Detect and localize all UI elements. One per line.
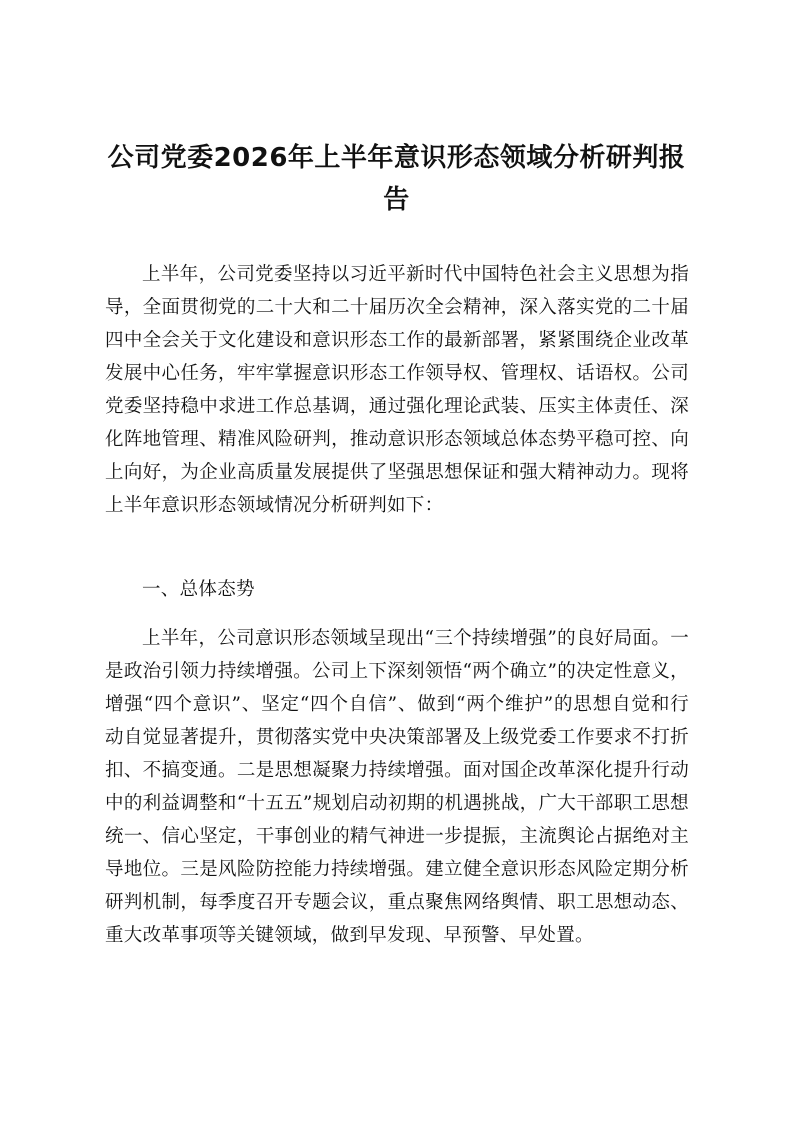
document-title: 公司党委2026年上半年意识形态领域分析研判报告 (107, 143, 686, 215)
section-heading-overall-situation: 一、总体态势 (142, 579, 255, 600)
overall-situation-paragraph: 上半年，公司意识形态领域呈现出“三个持续增强”的良好局面。一是政治引领力持续增强。公司上下深刻领悟“两个确立”的决定性意义，增强“四个意识”、坚定“四个自信”、做到“两个维护”的思想自觉和行动自觉显著提升，贯彻落实党中央决策部署及上级党委工作要求不打折扣、不搞变通。二是思想凝聚力持续增强。面对国企改革深化提升行动中的利益调整和“十五五”规划启动初期的机遇挑战，广大干部职工思想统一、信心坚定，干事创业的精气神进一步提振，主流舆论占据绝对主导地位。三是风险防控能力持续增强。建立健全意识形态风险定期分析研判机制，每季度召开专题会议，重点聚焦网络舆情、职工思想动态、重大改革事项等关键领域，做到早发现、早预警、早处置。 (105, 628, 689, 946)
intro-paragraph: 上半年，公司党委坚持以习近平新时代中国特色社会主义思想为指导，全面贯彻党的二十大和二十届历次全会精神，深入落实党的二十届四中全会关于文化建设和意识形态工作的最新部署，紧紧围绕企业改革发展中心任务，牢牢掌握意识形态工作领导权、管理权、话语权。公司党委坚持稳中求进工作总基调，通过强化理论武装、压实主体责任、深化阵地管理、精准风险研判，推动意识形态领域总体态势平稳可控、向上向好，为企业高质量发展提供了坚强思想保证和强大精神动力。现将上半年意识形态领域情况分析研判如下： (105, 264, 689, 516)
